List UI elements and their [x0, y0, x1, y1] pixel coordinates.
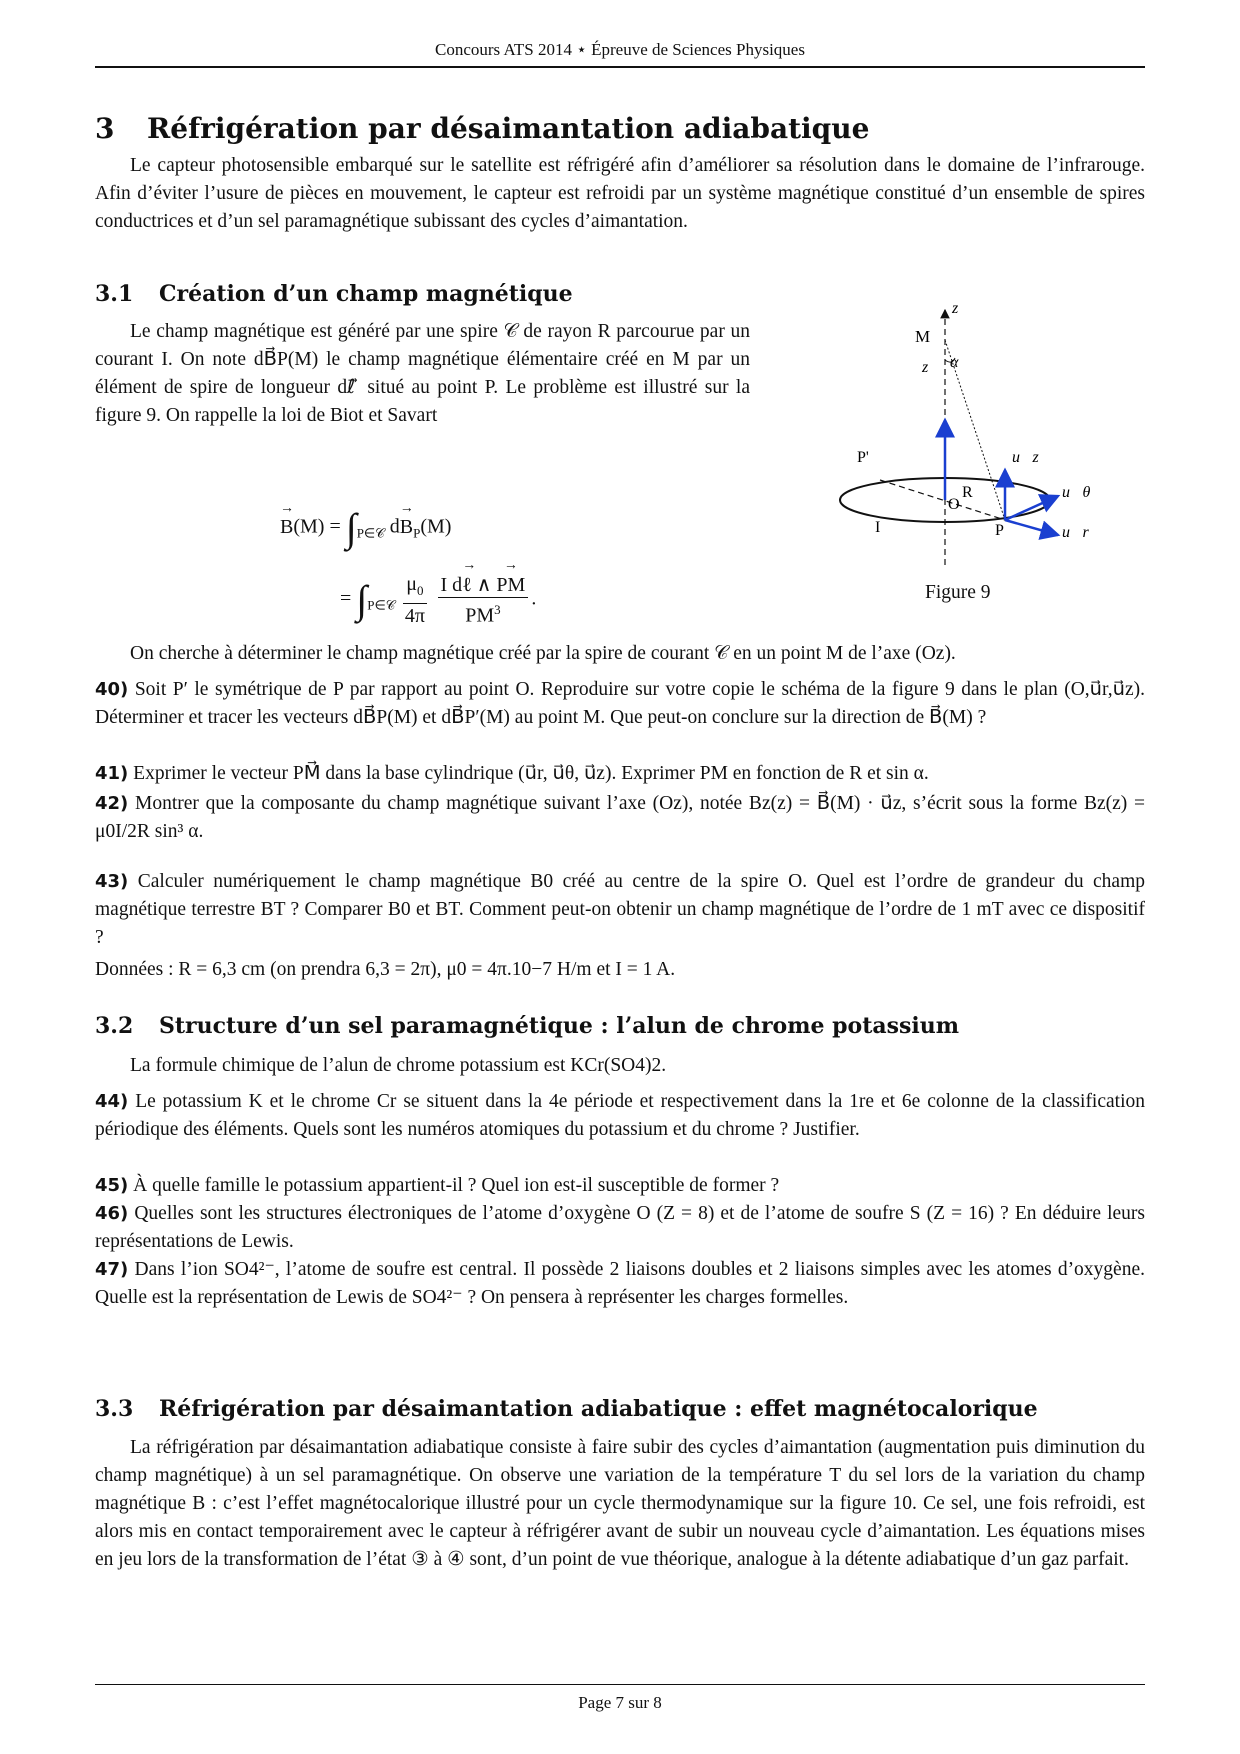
question-text: Dans l’ion SO4²⁻, l’atome de soufre est central. Il possède 2 liaisons doubles et 2 liaisons simples avec les atomes d’oxygène. Quelle est la représentation de Lewis de SO4²⁻ ? On pensera à représenter les charges formelles. — [95, 1259, 1145, 1308]
section-title — [95, 112, 869, 145]
subsection-number: 3.3 — [95, 1396, 134, 1422]
intro-paragraph: Le capteur photosensible embarqué sur le satellite est réfrigéré afin d’améliorer sa résolution dans le domaine de l’infrarouge. Afin d’éviter l’usure de pièces en mouvement, le capteur est refroidi par un système magnétique constitué d’un ensemble de spires conductrices et d’un sel paramagnétique subissant des cycles d’aimantation. — [95, 155, 1145, 232]
p-prime-to-p-line — [880, 480, 1005, 520]
ur-vector — [1005, 520, 1058, 535]
section-number: 3 — [95, 112, 115, 145]
label-P: P — [995, 522, 1004, 539]
s31-after-paragraph: On cherche à déterminer le champ magnétique créé par la spire de courant 𝒞 en un point M de l’axe (Oz). — [130, 643, 956, 664]
label-R: R — [962, 484, 973, 501]
subsection-number: 3.1 — [95, 281, 134, 307]
subsection-title-text: Création d’un champ magnétique — [159, 281, 573, 307]
data-text: Données : R = 6,3 cm (on prendra 6,3 = 2π), μ0 = 4π.10−7 H/m et I = 1 A. — [95, 959, 676, 980]
subsection-3-1-title — [95, 281, 573, 307]
question-number: 45) — [95, 1175, 129, 1196]
question-number: 47) — [95, 1259, 129, 1280]
question-text: Le potassium K et le chrome Cr se situent dans la 4e période et respectivement dans la 1re et 6e colonne de la classification périodique des éléments. Quels sont les numéros atomiques du potassium et du chrome ? Justifier. — [95, 1091, 1146, 1140]
question-number: 40) — [95, 679, 129, 700]
s33-paragraph: La réfrigération par désaimantation adiabatique consiste à faire subir des cycles d’aimantation (augmentation puis diminution du champ magnétique) à un sel paramagnétique. On observe une variation de la température T du sel lors de la variation du champ magnétique B : c’est l’effet magnétocalorique illustré pour un cycle thermodynamique sur la figure 10. Ce sel, une fois refroidi, est alors mis en contact temporairement avec le capteur à réfrigérer avant de subir un nouveau cycle d’aimantation. Les équations mises en jeu lors de la transformation de l’état ③ à ④ sont, d’un point de vue théorique, analogue à la détente adiabatique d’un gaz parfait. — [95, 1437, 1145, 1570]
utheta-vector — [1005, 496, 1058, 520]
question-41 — [95, 760, 1145, 788]
question-number: 44) — [95, 1091, 129, 1112]
subsection-3-3-title — [95, 1396, 1038, 1422]
page-footer: Page 7 sur 8 — [578, 1693, 662, 1712]
label-uz: u⃗z — [1012, 449, 1039, 466]
label-utheta: u⃗θ — [1062, 484, 1091, 501]
question-text: Montrer que la composante du champ magnétique suivant l’axe (Oz), notée Bz(z) = B⃗(M) · u⃗z, s’écrit sous la forme Bz(z) = μ0I/2R sin³ α. — [95, 793, 1145, 842]
label-z-axis: z — [952, 300, 959, 317]
figure-9-caption: Figure 9 — [925, 582, 991, 603]
s31-paragraph: Le champ magnétique est généré par une spire 𝒞 de rayon R parcourue par un courant I. On note dB⃗P(M) le champ magnétique élémentaire créé en M par un élément de spire de longueur dℓ⃗ situé au point P. Le problème est illustré sur la figure 9. On rappelle la loi de Biot et Savart — [95, 321, 750, 426]
section-title-text: Réfrigération par désaimantation adiabatique — [147, 112, 870, 145]
question-44 — [95, 1088, 1145, 1144]
label-alpha: α — [950, 354, 959, 371]
header-rule — [95, 66, 1145, 68]
subsection-title-text: Structure d’un sel paramagnétique : l’alun de chrome potassium — [159, 1013, 960, 1039]
question-number: 43) — [95, 871, 129, 892]
question-number: 41) — [95, 763, 129, 784]
s32-paragraph: La formule chimique de l’alun de chrome potassium est KCr(SO4)2. — [130, 1055, 667, 1076]
label-z: z — [922, 359, 929, 376]
question-number: 46) — [95, 1203, 129, 1224]
question-47 — [95, 1256, 1145, 1312]
label-M: M — [915, 327, 931, 346]
subsection-title-text: Réfrigération par désaimantation adiabatique : effet magnétocalorique — [159, 1396, 1038, 1422]
question-40 — [95, 676, 1145, 732]
page-header: Concours ATS 2014 ⋆ Épreuve de Sciences Physiques — [435, 40, 805, 59]
question-46 — [95, 1200, 1145, 1256]
label-P-prime: P' — [857, 449, 869, 466]
figure-9-diagram — [830, 300, 1130, 570]
data-line — [95, 956, 1145, 984]
subsection-3-2-title — [95, 1013, 959, 1039]
label-ur: u⃗r — [1062, 524, 1089, 541]
question-42 — [95, 790, 1145, 846]
subsection-number: 3.2 — [95, 1013, 134, 1039]
label-O: O — [948, 496, 960, 513]
footer-rule — [95, 1684, 1145, 1685]
question-number: 42) — [95, 793, 129, 814]
question-text: À quelle famille le potassium appartient-il ? Quel ion est-il susceptible de former ? — [133, 1175, 780, 1196]
biot-savart-line1: → $B(M) = \int_{P\in 𝒞}$ $d\to B_P(M)$ — [280, 508, 451, 548]
question-text: Calculer numériquement le champ magnétique B0 créé au centre de la spire O. Quel est l’ordre de grandeur du champ magnétique terrestre BT ? Comparer B0 et BT. Comment peut-on obtenir un champ magnétique de l’ordre de 1 mT avec ce dispositif ? — [95, 871, 1146, 948]
question-text: Quelles sont les structures électroniques de l’atome d’oxygène O (Z = 8) et de l’atome de soufre S (Z = 16) ? En déduire leurs représentations de Lewis. — [95, 1203, 1145, 1252]
label-I: I — [875, 519, 881, 536]
question-text: Soit P′ le symétrique de P par rapport au point O. Reproduire sur votre copie le schéma de la figure 9 dans le plan (O,u⃗r,u⃗z). Déterminer et tracer les vecteurs dB⃗P(M) et dB⃗P′(M) au point M. Que peut-on conclure sur la direction de B⃗(M) ? — [95, 679, 1146, 728]
question-43 — [95, 868, 1145, 952]
question-45 — [95, 1172, 1145, 1200]
biot-savart-line2: = $\int_{P\in 𝒞}$ $\frac{\mu_0}{4\pi}$ $\frac{\text{I d→ ℓ ∧ → PM}}{PM^3}$ . — [340, 572, 536, 628]
question-text: Exprimer le vecteur PM⃗ dans la base cylindrique (u⃗r, u⃗θ, u⃗z). Exprimer PM en fonction de R et sin α. — [133, 763, 929, 784]
